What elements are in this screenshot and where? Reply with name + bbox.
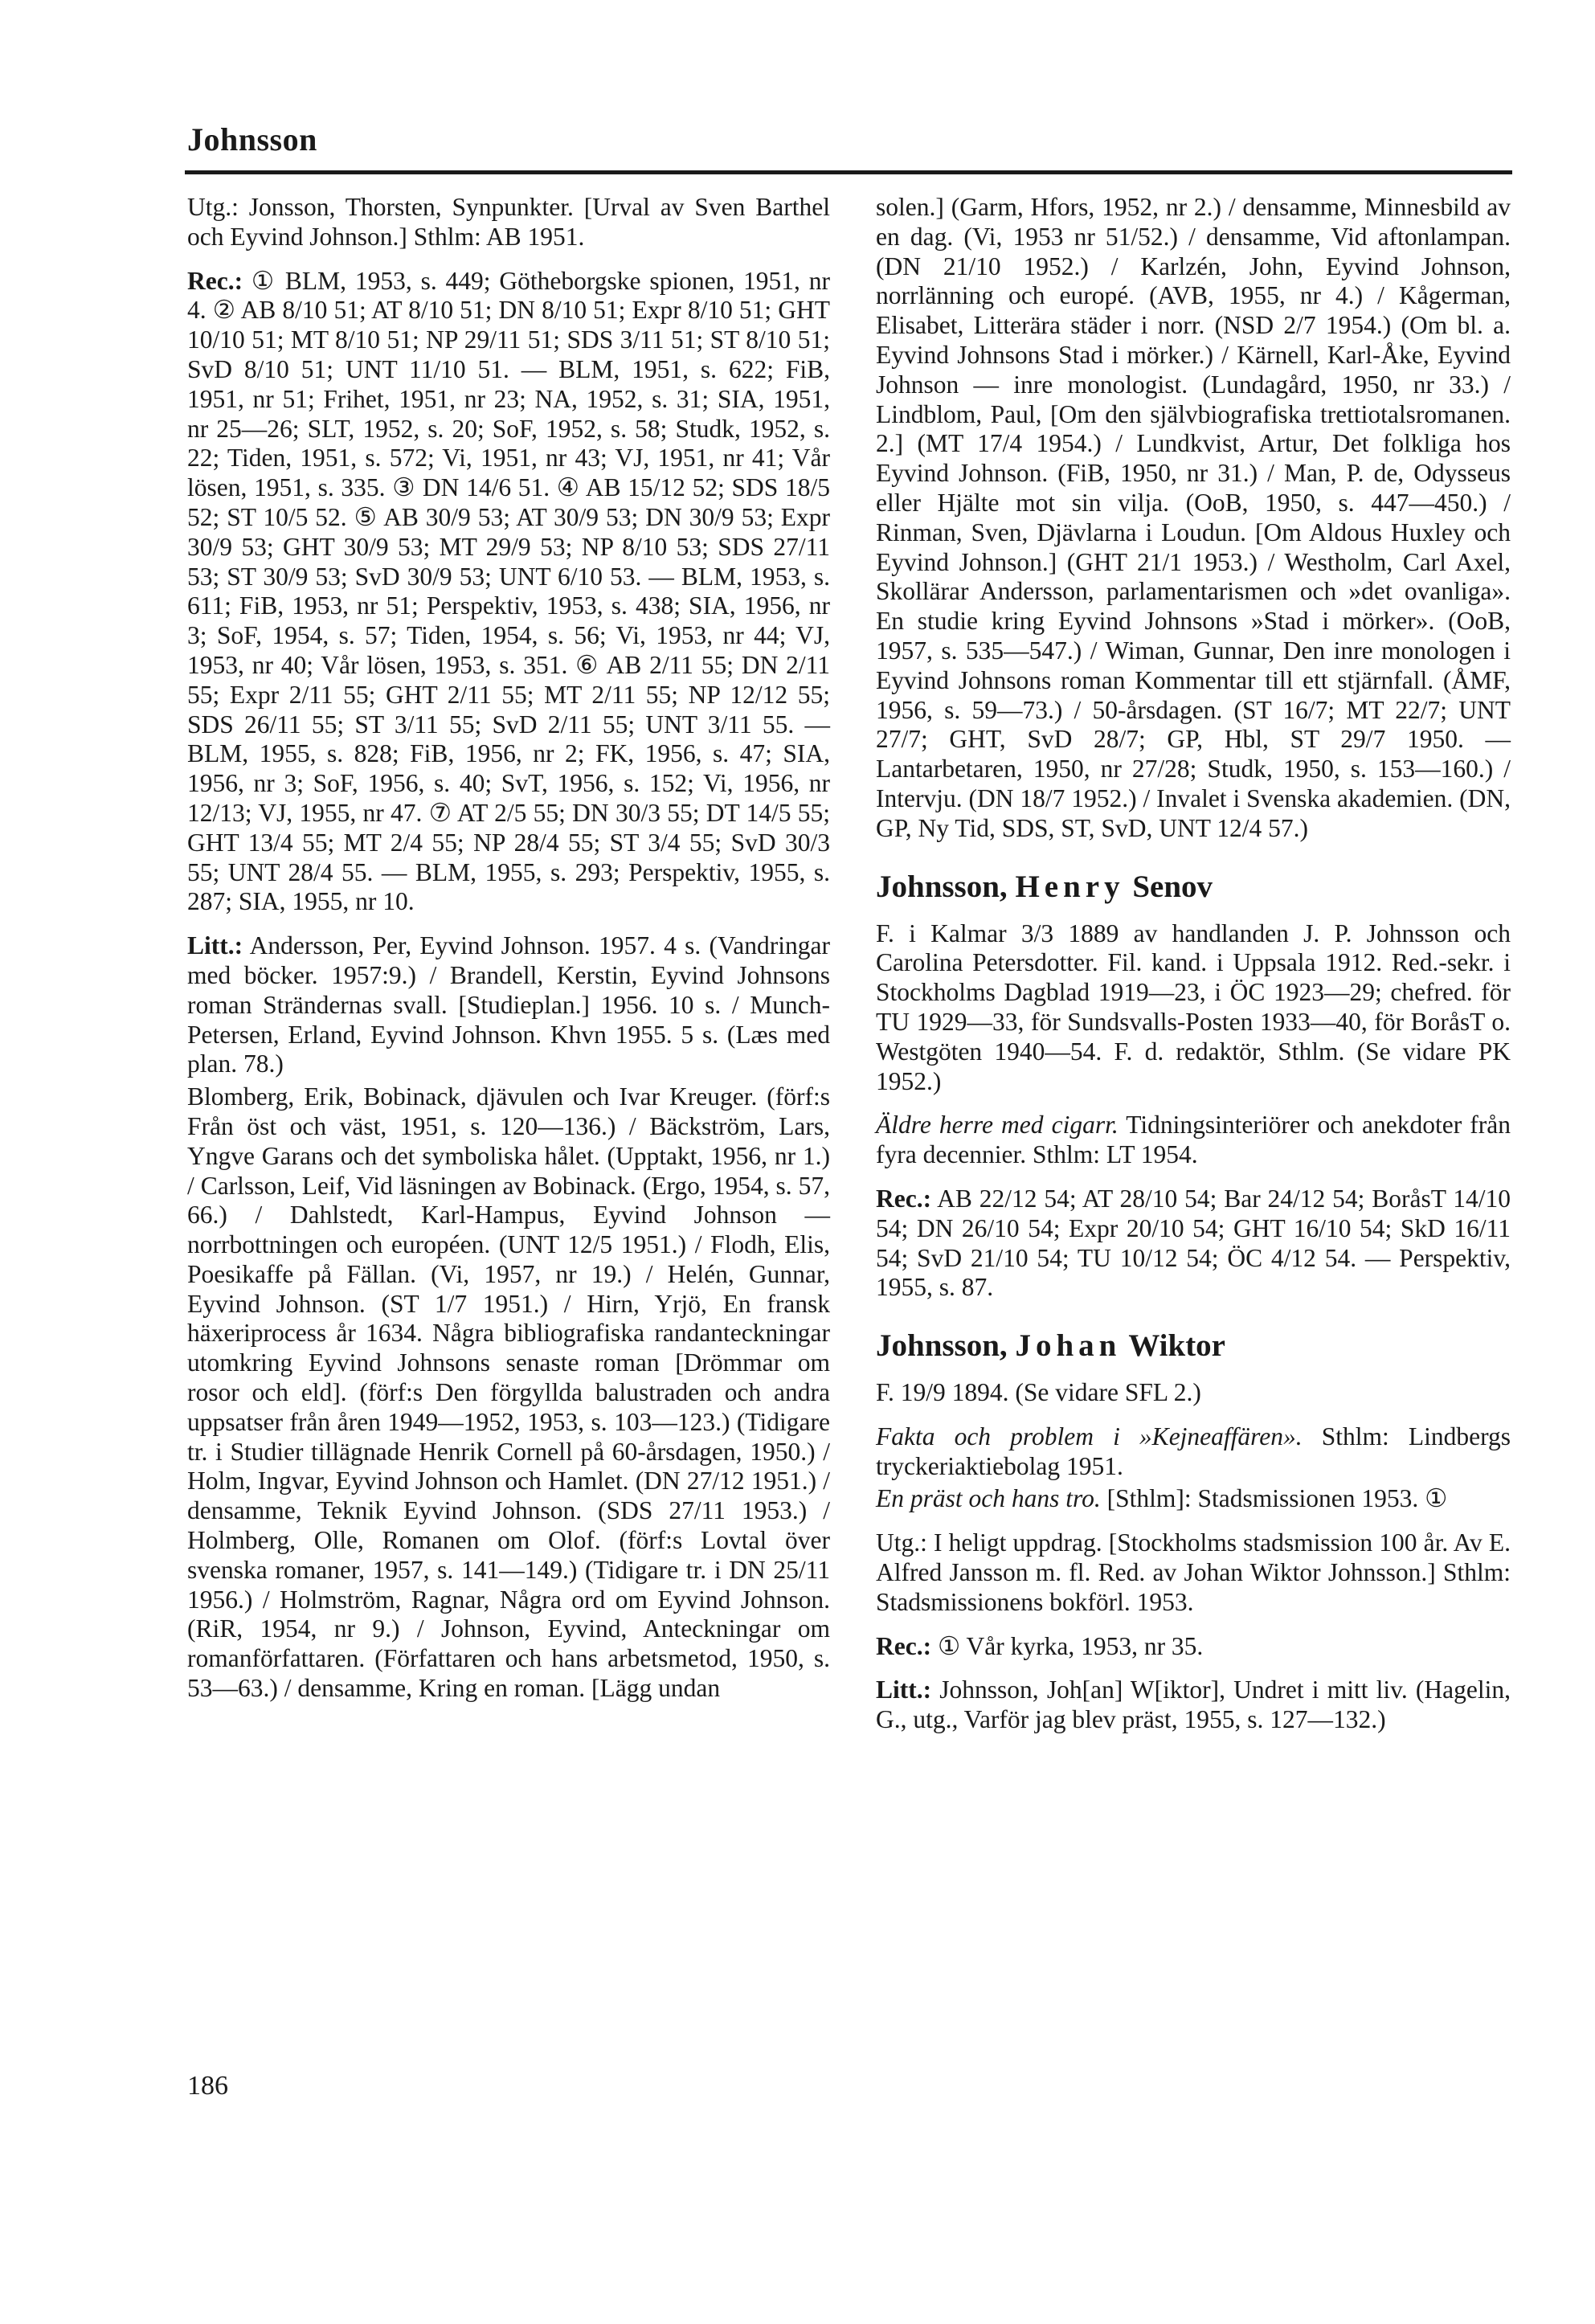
right-column — [876, 193, 1511, 1749]
johan-work-2: En präst och hans tro. [Sthlm]: Stadsmissionen 1953. ① — [876, 1484, 1448, 1513]
running-head: Johnsson — [187, 121, 317, 158]
entry-heading-johan: Johnsson, Johan Wiktor — [876, 1328, 1225, 1364]
johan-work-2-title: En präst och hans tro. — [876, 1484, 1101, 1513]
left-column — [187, 193, 830, 1704]
henry-work: Äldre herre med cigarr. Tidningsinteriörer och anekdoter från fyra decennier. Sthlm: LT 1954. — [876, 1111, 1511, 1169]
litt-paragraph: Litt.: Andersson, Per, Eyvind Johnson. 1957. 4 s. (Vandringar med böcker. 1957:9.) / Brandell, Kerstin, Eyvind Johnsons roman Strändernas svall. [Studieplan.] 1956. 10 s. / Munch-Petersen, Erland, Eyvind Johnson. Khvn 1955. 5 s. (Læs med plan. 78.) — [187, 931, 830, 1078]
johan-work-1: Fakta och problem i »Kejneaffären». Sthlm: Lindbergs tryckeriaktiebolag 1951. — [876, 1422, 1511, 1480]
johan-utg: Utg.: I heligt uppdrag. [Stockholms stadsmission 100 år. Av E. Alfred Jansson m. fl. Red. av Johan Wiktor Johnsson.] Sthlm: Stadsmissionens bokförl. 1953. — [876, 1528, 1511, 1616]
johan-rec: Rec.: ① Vår kyrka, 1953, nr 35. — [876, 1631, 1204, 1660]
litt-label: Litt.: — [187, 931, 243, 960]
johan-bio: F. 19/9 1894. (Se vidare SFL 2.) — [876, 1378, 1201, 1407]
henry-work-title: Äldre herre med cigarr. — [876, 1111, 1119, 1139]
continuation-paragraph: solen.] (Garm, Hfors, 1952, nr 2.) / densamme, Minnesbild av en dag. (Vi, 1953 nr 51/52.) / densamme, Vid aftonlampan. (DN 21/10 1952.) / Karlzén, John, Eyvind Johnson, norrlänning och europé. (AVB, 1955, nr 4.) / Kågerman, Elisabet, Litterära städer i norr. (NSD 2/7 1954.) (Om bl. a. Eyvind Johnsons Stad i mörker.) / Kärnell, Karl-Åke, Eyvind Johnson — inre monologist. (Lundagård, 1950, nr 33.) / Lindblom, Paul, [Om den självbiografiska trettiotalsromanen. 2.] (MT 17/4 1954.) / Lundkvist, Artur, Det folkliga hos Eyvind Johnson. (FiB, 1950, nr 31.) / Man, P. de, Odysseus eller Hjälte mot sin vilja. (OoB, 1950, s. 447—450.) / Rinman, Sven, Djävlarna i Loudun. [Om Aldous Huxley och Eyvind Johnson.] (GHT 21/1 1953.) / Westholm, Carl Axel, Skollärar Andersson, parlamentarismen och »det ovanliga». En studie kring Eyvind Johnsons »Stad i mörker». (OoB, 1957, s. 535—547.) / Wiman, Gunnar, Den inre monologen i Eyvind Johnsons roman Kommentar till ett stjärnfall. (ÅMF, 1956, s. 59—73.) / 50-årsdagen. (ST 16/7; MT 22/7; UNT 27/7; GHT, SvD 28/7; GP, Hbl, ST 29/7 1950. — Lantarbetaren, 1950, nr 27/28; Studk, 1950, s. 153—160.) / Intervju. (DN 18/7 1952.) / Invalet i Svenska akademien. (DN, GP, Ny Tid, SDS, ST, SvD, UNT 12/4 57.) — [876, 193, 1511, 842]
johan-litt: Litt.: Johnsson, Joh[an] W[iktor], Undret i mitt liv. (Hagelin, G., utg., Varför jag blev präst, 1955, s. 127—132.) — [876, 1675, 1511, 1734]
entry-heading-henry: Johnsson, Henry Senov — [876, 869, 1213, 904]
henry-bio: F. i Kalmar 3/3 1889 av handlanden J. P. Johnsson och Carolina Petersdotter. Fil. kand. i Uppsala 1912. Red.-sekr. i Stockholms Dagblad 1919—23, i ÖC 1923—29; chefred. för TU 1929—33, för Sundsvalls-Posten 1933—40, för BoråsT o. Westgöten 1940—54. F. d. redaktör, Sthlm. (Se vidare PK 1952.) — [876, 919, 1511, 1095]
rec-paragraph: Rec.: ① BLM, 1953, s. 449; Götheborgske spionen, 1951, nr 4. ② AB 8/10 51; AT 8/10 51; DN 8/10 51; Expr 8/10 51; GHT 10/10 51; MT 8/10 51; NP 29/11 51; SDS 3/11 51; ST 8/10 51; SvD 8/10 51; UNT 11/10 51. — BLM, 1951, s. 622; FiB, 1951, nr 51; Frihet, 1951, nr 23; NA, 1952, s. 31; SIA, 1951, nr 25—26; SLT, 1952, s. 20; SoF, 1952, s. 58; Studk, 1952, s. 22; Tiden, 1951, s. 572; Vi, 1951, nr 43; VJ, 1951, nr 41; Vår lösen, 1951, s. 335. ③ DN 14/6 51. ④ AB 15/12 52; SDS 18/5 52; ST 10/5 52. ⑤ AB 30/9 53; AT 30/9 53; DN 30/9 53; Expr 30/9 53; GHT 30/9 53; MT 29/9 53; NP 8/10 53; SDS 27/11 53; ST 30/9 53; SvD 30/9 53; UNT 6/10 53. — BLM, 1953, s. 611; FiB, 1953, nr 51; Perspektiv, 1953, s. 438; SIA, 1956, nr 3; SoF, 1954, s. 57; Tiden, 1954, s. 56; Vi, 1953, nr 44; VJ, 1953, nr 40; Vår lösen, 1953, s. 351. ⑥ AB 2/11 55; DN 2/11 55; Expr 2/11 55; GHT 2/11 55; MT 2/11 55; NP 12/12 55; SDS 26/11 55; ST 3/11 55; SvD 2/11 55; UNT 3/11 55. — BLM, 1955, s. 828; FiB, 1956, nr 2; FK, 1956, s. 47; SIA, 1956, nr 3; SoF, 1956, s. 40; SvT, 1956, s. 152; Vi, 1956, nr 12/13; VJ, 1955, nr 47. ⑦ AT 2/5 55; DN 30/3 55; DT 14/5 55; GHT 13/4 55; MT 2/4 55; NP 28/4 55; ST 3/4 55; SvD 30/3 55; UNT 28/4 55. — BLM, 1955, s. 293; Perspektiv, 1955, s. 287; SIA, 1955, nr 10. — [187, 266, 830, 916]
header-rule — [185, 170, 1512, 174]
litt-continuation-paragraph: Blomberg, Erik, Bobinack, djävulen och Ivar Kreuger. (förf:s Från öst och väst, 1951, s. 120—136.) / Bäckström, Lars, Yngve Garans och det symboliska hålet. (Upptakt, 1956, nr 1.) / Carlsson, Leif, Vid läsningen av Bobinack. (Ergo, 1954, s. 57, 66.) / Dahlstedt, Karl-Hampus, Eyvind Johnson — norrbottningen och européen. (UNT 12/5 1951.) / Flodh, Elis, Poesikaffe på Fällan. (Vi, 1957, nr 19.) / Helén, Gunnar, Eyvind Johnson. (ST 1/7 1951.) / Hirn, Yrjö, En fransk häxeriprocess år 1634. Några bibliografiska randanteckningar utomkring Eyvind Johnsons senaste roman [Drömmar om rosor och eld]. (förf:s Den förgyllda balustraden och andra uppsatser från åren 1949—1952, 1953, s. 103—123.) (Tidigare tr. i Studier tillägnade Henrik Cornell på 60-årsdagen, 1950.) / Holm, Ingvar, Eyvind Johnson och Hamlet. (DN 27/12 1951.) / densamme, Teknik Eyvind Johnson. (SDS 27/11 1953.) / Holmberg, Olle, Romanen om Olof. (förf:s Lovtal över svenska romaner, 1957, s. 141—149.) (Tidigare tr. i DN 25/11 1956.) / Holmström, Ragnar, Några ord om Eyvind Johnson. (RiR, 1954, nr 9.) / Johnson, Eyvind, Anteckningar om romanförfattaren. (Författaren och hans arbetsmetod, 1950, s. 53—63.) / densamme, Kring en roman. [Lägg undan — [187, 1082, 830, 1703]
johan-work-1-title: Fakta och problem i »Kejneaffären». — [876, 1422, 1303, 1450]
rec-label: Rec.: — [187, 266, 243, 295]
page-number: 186 — [187, 2071, 228, 2101]
utg-paragraph: Utg.: Jonsson, Thorsten, Synpunkter. [Urval av Sven Barthel och Eyvind Johnson.] Sthlm: AB 1951. — [187, 193, 830, 251]
henry-rec: Rec.: AB 22/12 54; AT 28/10 54; Bar 24/12 54; BoråsT 14/10 54; DN 26/10 54; Expr 20/10 54; GHT 16/10 54; SkD 16/11 54; SvD 21/10 54; TU 10/12 54; ÖC 4/12 54. — Perspektiv, 1955, s. 87. — [876, 1184, 1511, 1302]
